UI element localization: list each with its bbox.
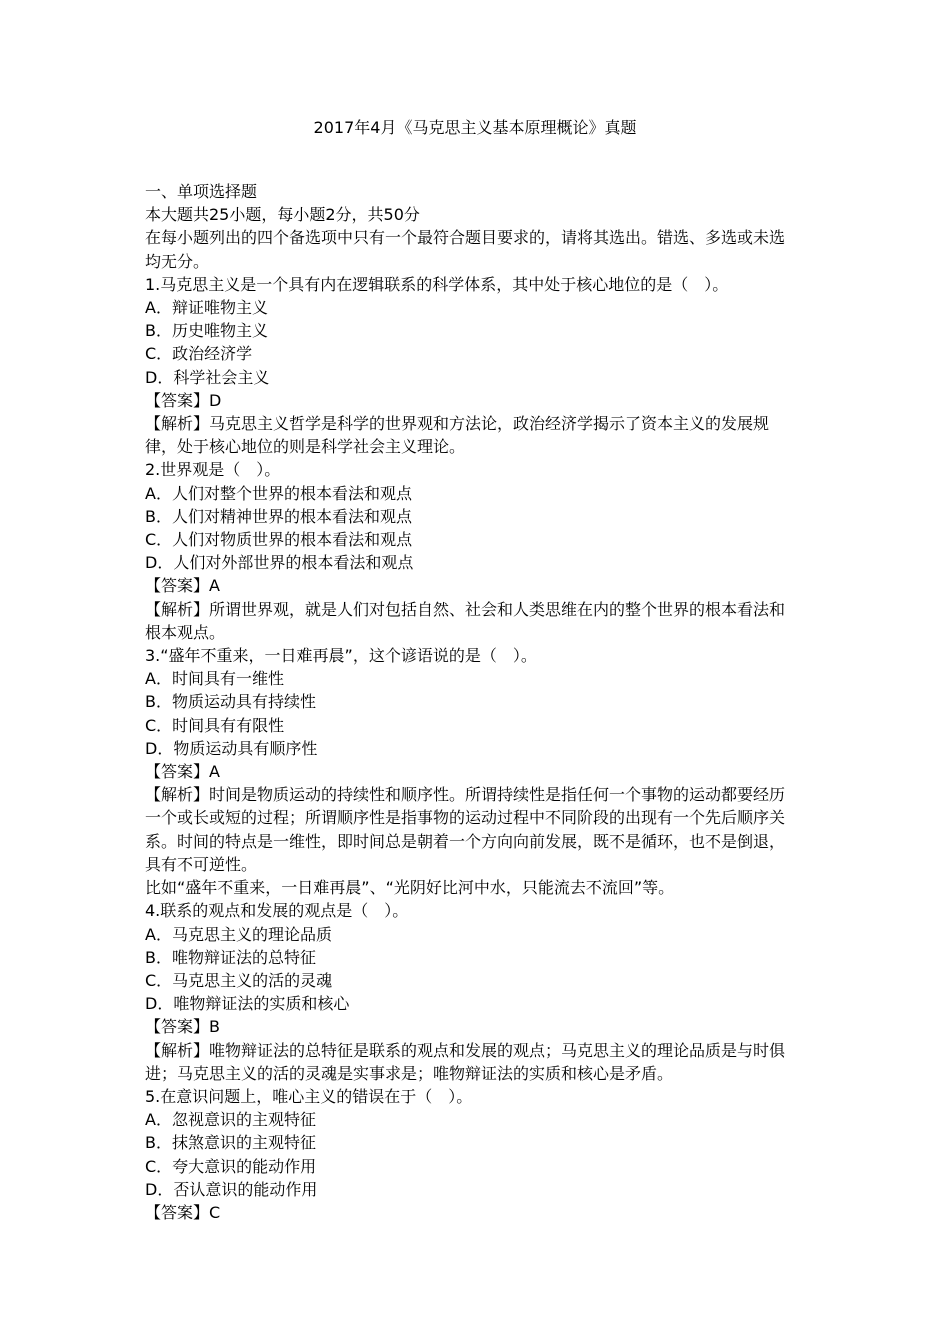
text-line: B．人们对精神世界的根本看法和观点	[145, 506, 412, 526]
text-line: C．马克思主义的活的灵魂	[145, 970, 333, 990]
text-line: B．唯物辩证法的总特征	[145, 947, 316, 967]
text-line: C．人们对物质世界的根本看法和观点	[145, 530, 413, 550]
text-line: 【答案】A	[145, 576, 220, 596]
text-line: 【解析】时间是物质运动的持续性和顺序性。所谓持续性是指任何一个事物的运动都要经历一个或长或短的过程；所谓顺序性是指事物的运动过程中不同阶段的出现有一个先后顺序关系。时间的特点是一维性，即时间总是朝着一个方向向前发展，既不是循环，也不是倒退，具有不可逆性。	[145, 785, 786, 874]
text-line: 【答案】B	[145, 1017, 220, 1037]
text-line: C．政治经济学	[145, 344, 253, 364]
text-line: 【答案】D	[145, 390, 222, 410]
text-line: B．物质运动具有持续性	[145, 692, 316, 712]
text-line: 4.联系的观点和发展的观点是（ ）。	[145, 901, 409, 921]
text-line: D．物质运动具有顺序性	[145, 738, 318, 758]
text-line: A．人们对整个世界的根本看法和观点	[145, 483, 412, 503]
text-line: A．忽视意识的主观特征	[145, 1110, 316, 1130]
text-line: A．马克思主义的理论品质	[145, 924, 332, 944]
text-line: 【答案】C	[145, 1202, 221, 1222]
text-line: 一、单项选择题	[145, 182, 258, 201]
text-line: C．时间具有有限性	[145, 715, 285, 735]
text-line: D．科学社会主义	[145, 367, 270, 387]
text-line: 【答案】A	[145, 762, 220, 782]
text-line: 比如“盛年不重来，一日难再晨”、“光阴好比河中水，只能流去不流回”等。	[145, 878, 675, 898]
text-line: D．否认意识的能动作用	[145, 1179, 318, 1199]
text-line: 3.“盛年不重来，一日难再晨”，这个谚语说的是（ ）。	[145, 646, 537, 666]
text-line: C．夸大意识的能动作用	[145, 1156, 317, 1176]
page-title: 2017年4月《马克思主义基本原理概论》真题	[313, 118, 637, 137]
text-line: A．辩证唯物主义	[145, 298, 268, 318]
document-body	[145, 180, 800, 1224]
text-line: 1.马克思主义是一个具有内在逻辑联系的科学体系，其中处于核心地位的是（ ）。	[145, 274, 729, 294]
text-line: D．唯物辩证法的实质和核心	[145, 994, 350, 1014]
text-line: B．抹煞意识的主观特征	[145, 1133, 316, 1153]
text-line: B．历史唯物主义	[145, 321, 268, 341]
text-line: 本大题共25小题，每小题2分，共50分	[145, 205, 420, 225]
text-line: 【解析】马克思主义哲学是科学的世界观和方法论，政治经济学揭示了资本主义的发展规律，处于核心地位的则是科学社会主义理论。	[145, 414, 770, 457]
text-line: 2.世界观是（ ）。	[145, 460, 281, 480]
text-line: D．人们对外部世界的根本看法和观点	[145, 553, 414, 573]
text-line: 【解析】所谓世界观，就是人们对包括自然、社会和人类思维在内的整个世界的根本看法和根本观点。	[145, 599, 786, 642]
text-line: A．时间具有一维性	[145, 669, 284, 689]
text-line: 5.在意识问题上，唯心主义的错误在于（ ）。	[145, 1086, 473, 1106]
text-line: 【解析】唯物辩证法的总特征是联系的观点和发展的观点；马克思主义的理论品质是与时俱进；马克思主义的活的灵魂是实事求是；唯物辩证法的实质和核心是矛盾。	[145, 1040, 786, 1083]
text-line: 在每小题列出的四个备选项中只有一个最符合题目要求的，请将其选出。错选、多选或未选均无分。	[145, 228, 786, 271]
